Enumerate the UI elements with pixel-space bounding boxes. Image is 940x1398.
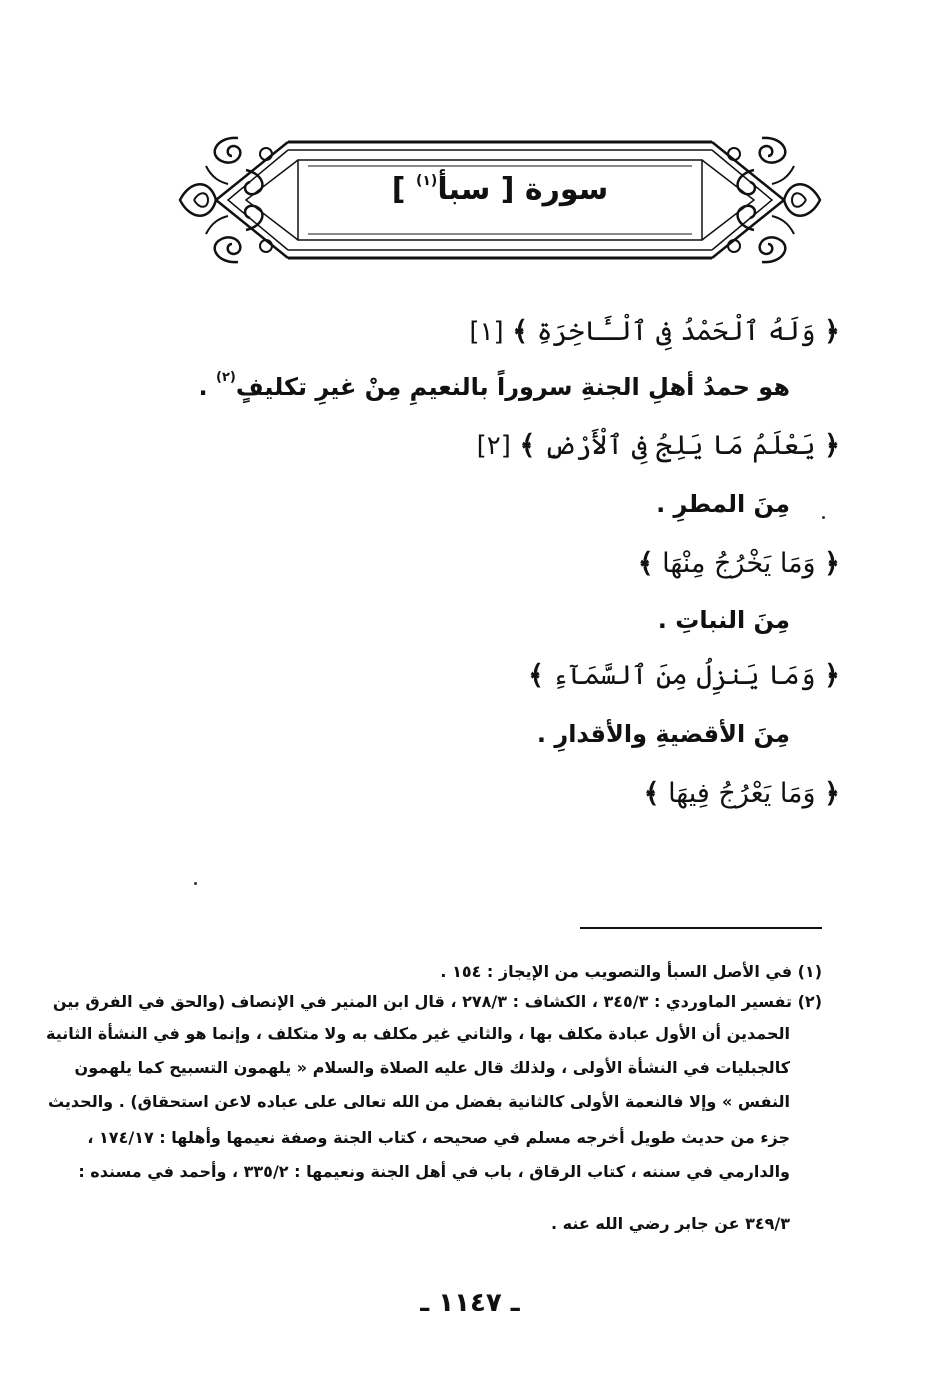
commentary-text: مِنَ الأقضيةِ والأقدارِ xyxy=(554,720,790,748)
surah-title-text: سورة [ سبأ xyxy=(437,172,609,207)
commentary-text: مِنَ المطرِ xyxy=(673,490,790,518)
verse-close-bracket: ﴾ xyxy=(519,430,536,461)
verse-text: وَمَا يَنزِلُ مِنَ ٱلسَّمَآءِ xyxy=(552,660,816,691)
surah-title-close: ] xyxy=(391,172,406,207)
verse-line xyxy=(469,316,840,347)
verse-open-bracket: ﴿ xyxy=(824,316,840,347)
verse-text: وَمَا يَخْرُجُ مِنْهَا xyxy=(662,548,816,579)
verse-open-bracket: ﴿ xyxy=(824,430,840,461)
commentary-end: . xyxy=(657,606,667,634)
verse-close-bracket: ﴾ xyxy=(643,778,660,809)
page-number: ـ ١١٤٧ ـ xyxy=(420,1288,520,1318)
commentary-end: . xyxy=(536,720,547,748)
verse-close-bracket: ﴾ xyxy=(528,660,544,691)
commentary-line xyxy=(199,370,791,401)
verse-open-bracket: ﴿ xyxy=(824,660,840,691)
surah-title-footnote-ref: (١) xyxy=(415,173,438,189)
verse-number: [١] xyxy=(469,317,504,347)
verse-text: يَعْلَمُ مَا يَلِجُ فِى ٱلْأَرْضِ xyxy=(543,430,816,461)
verse-text: وَلَهُ ٱلْحَمْدُ فِى ٱلْـَٔاخِرَةِ xyxy=(536,316,816,347)
surah-title-banner xyxy=(176,130,824,270)
verse-close-bracket: ﴾ xyxy=(512,316,529,347)
commentary-end: . xyxy=(198,373,208,401)
commentary-line xyxy=(656,490,790,518)
footnote-line: والدارمي في سننه ، كتاب الرقاق ، باب في أهل الجنة ونعيمها : ٣٣٥/٢ ، وأحمد في مسنده : xyxy=(78,1162,790,1181)
footnote-line: النفس » وإلا فالنعمة الأولى كالثانية بفضل من الله تعالى على عباده لاعن استحقاق) . والحديث xyxy=(47,1092,790,1111)
verse-open-bracket: ﴿ xyxy=(824,548,840,579)
scan-speck xyxy=(822,516,825,519)
commentary-text: مِنَ النباتِ xyxy=(675,606,790,634)
verse-open-bracket: ﴿ xyxy=(824,778,840,809)
verse-line xyxy=(477,430,840,461)
scan-speck xyxy=(194,882,197,885)
footnote-separator xyxy=(580,927,822,929)
surah-title xyxy=(176,172,824,207)
commentary-end: . xyxy=(656,490,666,518)
footnote-line: الحمدين أن الأول عبادة مكلف بها ، والثاني غير مكلف به ولا متكلف ، وإنما هو في النشأة الثانية xyxy=(46,1024,790,1043)
verse-line xyxy=(528,660,840,691)
footnote-ref: (٢) xyxy=(215,370,236,385)
verse-text: وَمَا يَعْرُجُ فِيهَا xyxy=(668,778,816,809)
footnote-line: جزء من حديث طويل أخرجه مسلم في صحيحه ، كتاب الجنة وصفة نعيمها وأهلها : ١٧٤/١٧ ، xyxy=(87,1128,790,1147)
footnote-line: ٣٤٩/٣ عن جابر رضي الله عنه . xyxy=(551,1214,790,1233)
commentary-text: هو حمدُ أهلِ الجنةِ سروراً بالنعيمِ مِنْ غيرِ تكليفٍ xyxy=(235,373,790,401)
commentary-line xyxy=(537,720,790,748)
footnote-line: (٢) تفسير الماوردي : ٣٤٥/٣ ، الكشاف : ٢٧٨/٣ ، قال ابن المنير في الإنصاف (والحق في الفرق بين xyxy=(52,992,822,1011)
footnote-line: كالجبليات في النشأة الأولى ، ولذلك قال عليه الصلاة والسلام « يلهمون التسبيح كما يلهمون xyxy=(74,1058,790,1077)
verse-close-bracket: ﴾ xyxy=(637,548,654,579)
verse-line xyxy=(644,778,840,809)
verse-number: [٢] xyxy=(476,431,511,461)
commentary-line xyxy=(658,606,790,634)
verse-line xyxy=(638,548,840,579)
footnote-line: (١) في الأصل السبأ والتصويب من الإيجاز : ١٥٤ . xyxy=(440,962,822,981)
